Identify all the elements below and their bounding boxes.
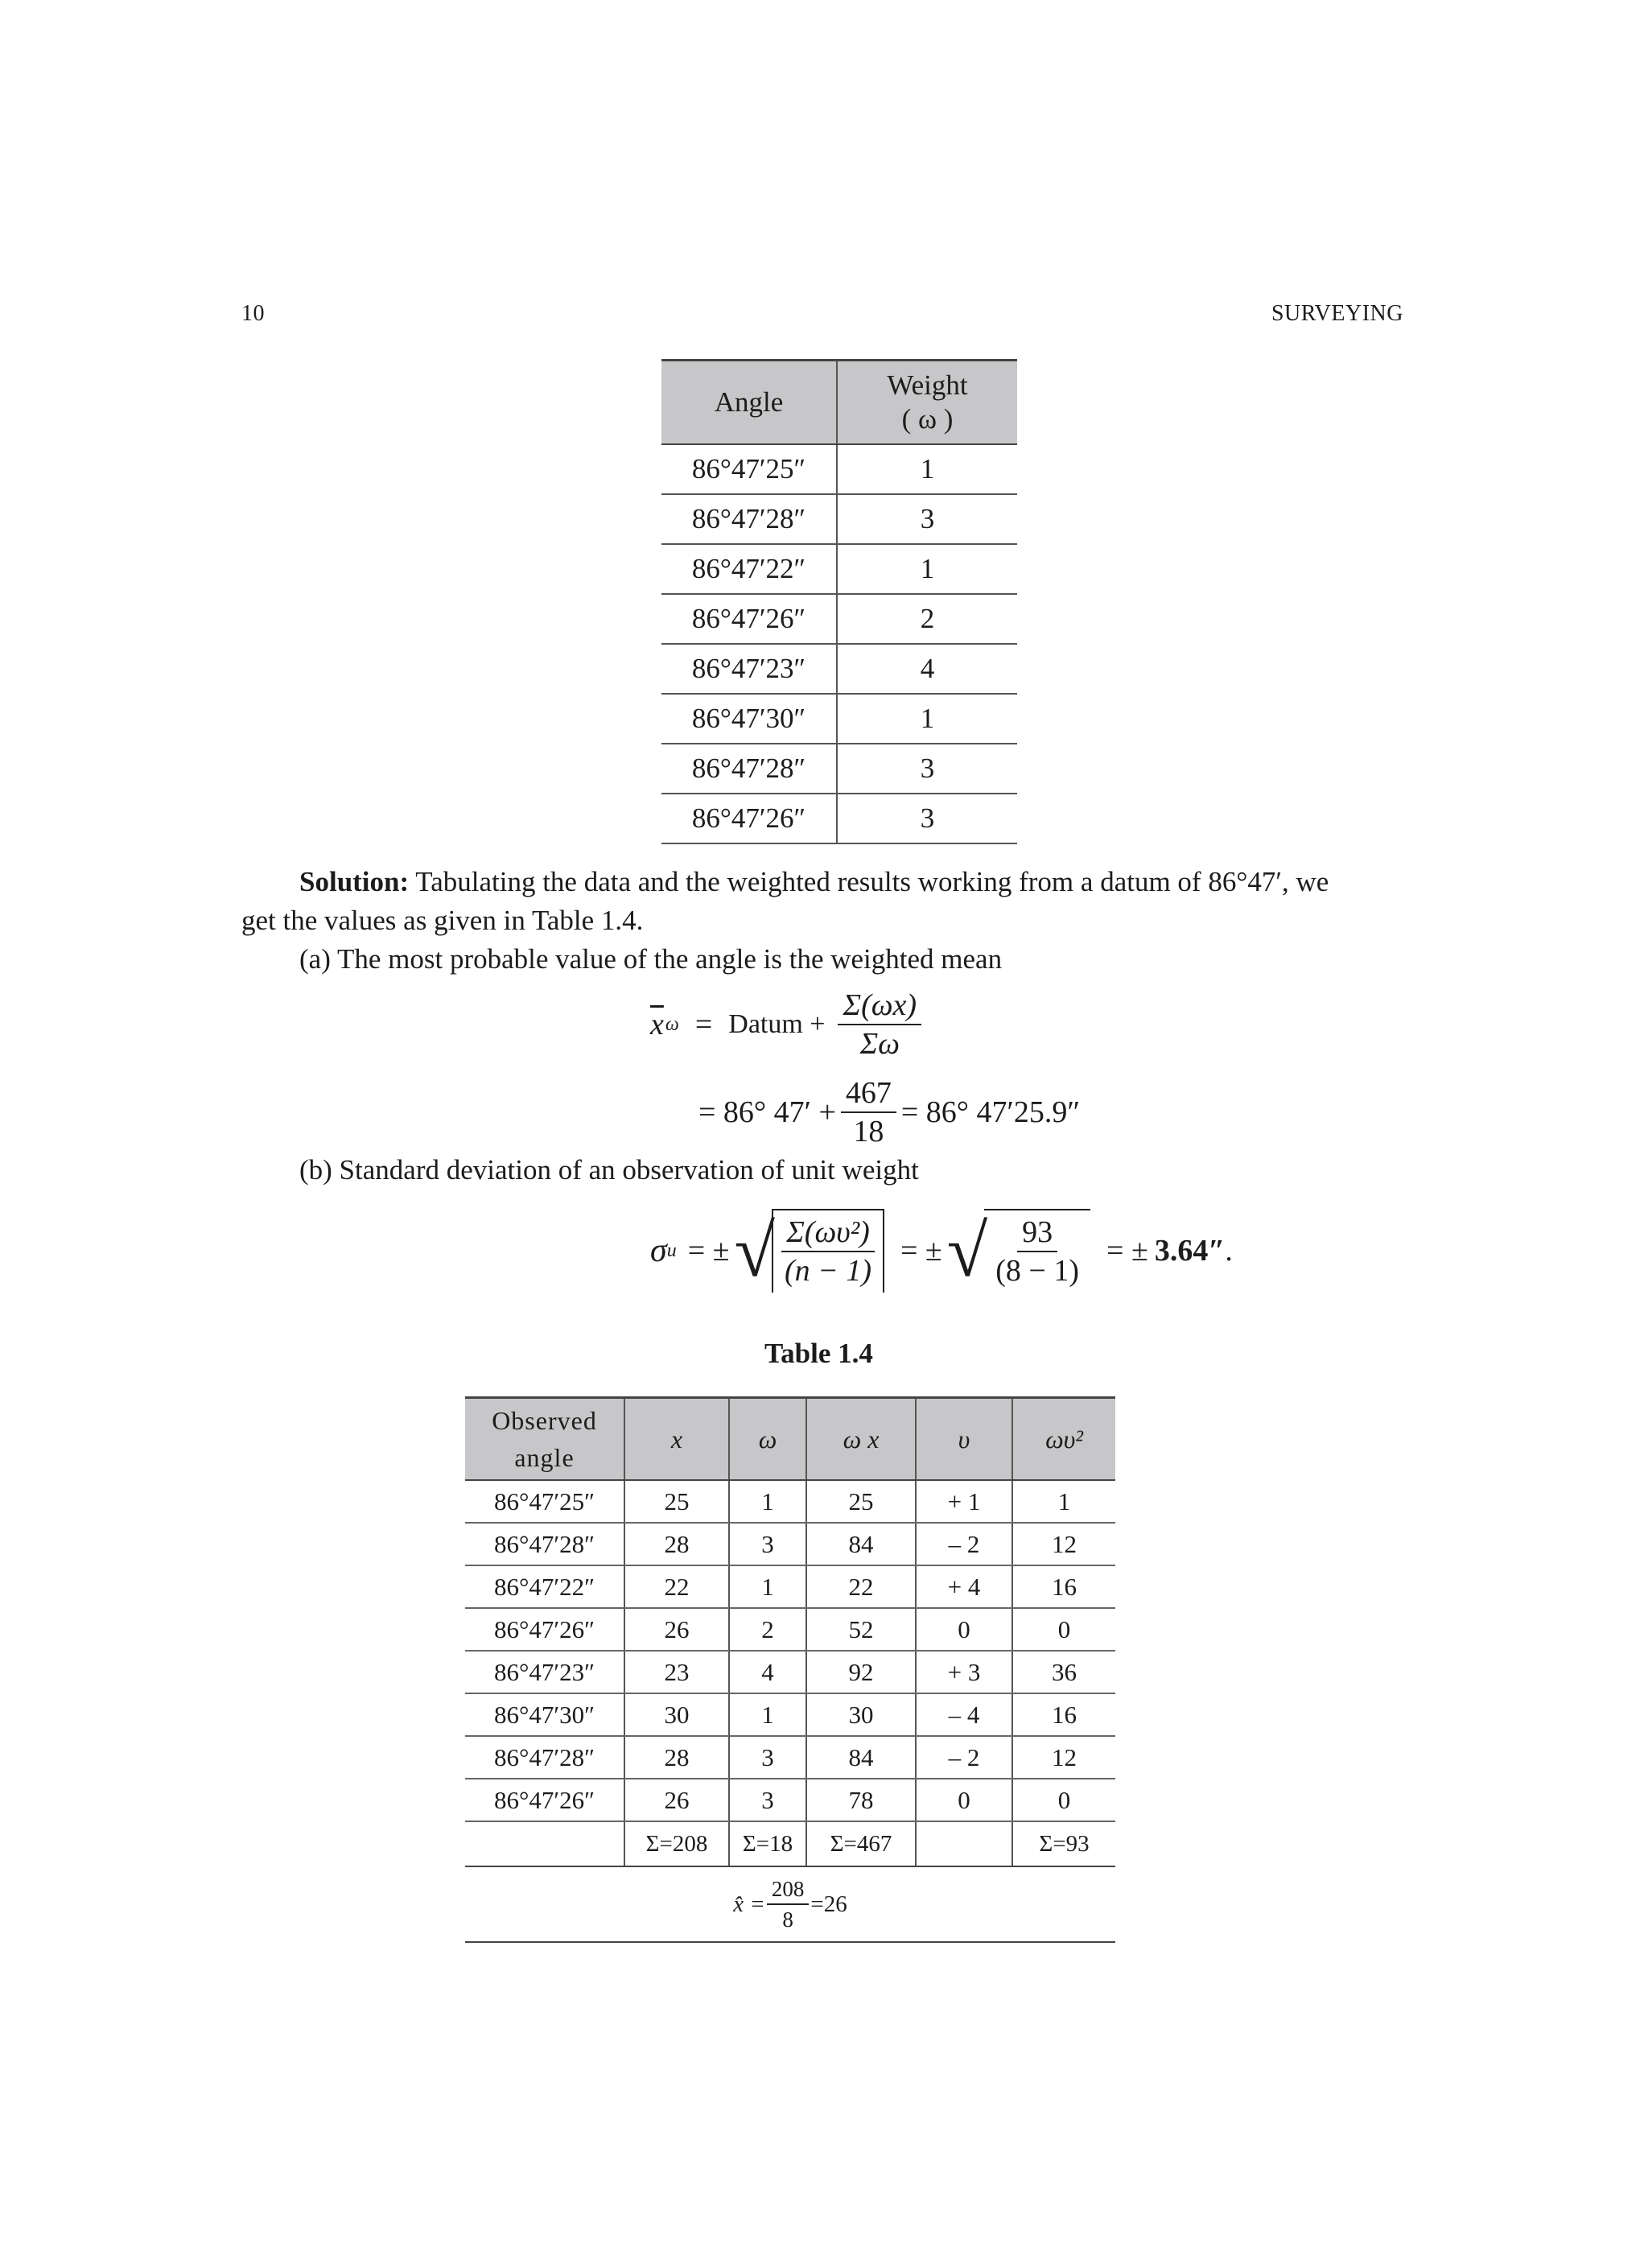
cell: 84 xyxy=(806,1736,916,1779)
cell: 12 xyxy=(1012,1523,1115,1565)
weight-cell: 1 xyxy=(837,444,1017,494)
cell: 52 xyxy=(806,1608,916,1651)
weight-cell: 1 xyxy=(837,544,1017,594)
equals-sign: = xyxy=(694,1008,713,1041)
sqrt-denominator-2: (8 − 1) xyxy=(995,1254,1080,1288)
result-start: = 86° 47′ + xyxy=(698,1095,836,1129)
cell: 0 xyxy=(916,1608,1012,1651)
cell: 86°47′22″ xyxy=(465,1565,624,1608)
header-angle: Angle xyxy=(661,361,837,445)
header-observed-angle: Observed angle xyxy=(465,1398,624,1481)
cell: 1 xyxy=(1012,1480,1115,1523)
cell: 30 xyxy=(624,1693,729,1736)
header-omega: ω xyxy=(729,1398,806,1481)
weighted-mean-equation xyxy=(650,987,926,1062)
table-row xyxy=(661,594,1017,644)
mean-row xyxy=(465,1866,1115,1942)
cell: 3 xyxy=(729,1779,806,1821)
solution-label: Solution: xyxy=(299,866,410,897)
cell: 1 xyxy=(729,1480,806,1523)
table-row xyxy=(661,794,1017,843)
table-row xyxy=(661,444,1017,494)
part-a-text: (a) The most probable value of the angle is the weighted mean xyxy=(299,943,1003,975)
sum-cell xyxy=(916,1821,1012,1866)
table-row xyxy=(661,694,1017,744)
angle-cell: 86°47′22″ xyxy=(661,544,837,594)
table-header-row xyxy=(661,361,1017,445)
table-row xyxy=(465,1693,1115,1736)
cell: 1 xyxy=(729,1693,806,1736)
cell: 84 xyxy=(806,1523,916,1565)
header-x: x xyxy=(624,1398,729,1481)
cell: – 2 xyxy=(916,1736,1012,1779)
cell: 86°47′26″ xyxy=(465,1608,624,1651)
mean-rhs: =26 xyxy=(810,1891,847,1917)
cell: 0 xyxy=(1012,1779,1115,1821)
weighted-observations-table xyxy=(465,1396,1115,1943)
header-omega-x: ω x xyxy=(806,1398,916,1481)
cell: 26 xyxy=(624,1608,729,1651)
mean-expression xyxy=(733,1874,847,1934)
result-denominator: 18 xyxy=(853,1115,884,1148)
table-row xyxy=(661,544,1017,594)
sigma-symbol: σ xyxy=(650,1232,667,1269)
table-row xyxy=(661,494,1017,544)
page-number: 10 xyxy=(241,301,265,326)
table-header-row xyxy=(465,1398,1115,1481)
cell: 86°47′26″ xyxy=(465,1779,624,1821)
std-deviation-equation xyxy=(650,1209,1233,1293)
weighted-mean-result xyxy=(698,1074,1080,1150)
cell: 0 xyxy=(1012,1608,1115,1651)
weight-cell: 4 xyxy=(837,644,1017,694)
cell: – 2 xyxy=(916,1523,1012,1565)
part-b-text: (b) Standard deviation of an observation of unit weight xyxy=(299,1154,919,1186)
angle-cell: 86°47′26″ xyxy=(661,594,837,644)
weighted-mean-subscript: ω xyxy=(665,1013,679,1035)
solution-line-1 xyxy=(241,863,1407,901)
cell: 86°47′30″ xyxy=(465,1693,624,1736)
cell: 22 xyxy=(624,1565,729,1608)
cell: 12 xyxy=(1012,1736,1115,1779)
cell: 0 xyxy=(916,1779,1012,1821)
table-row xyxy=(465,1565,1115,1608)
solution-text-1: Tabulating the data and the weighted results working from a datum of 86°47′, we xyxy=(409,866,1329,897)
sum-cell: Σ=93 xyxy=(1012,1821,1115,1866)
weight-cell: 3 xyxy=(837,744,1017,794)
result-numerator: 467 xyxy=(841,1074,896,1113)
sqrt-sign-1: √ xyxy=(734,1210,776,1292)
weight-cell: 3 xyxy=(837,494,1017,544)
cell: + 3 xyxy=(916,1651,1012,1693)
cell: 28 xyxy=(624,1523,729,1565)
angle-cell: 86°47′26″ xyxy=(661,794,837,843)
cell: 3 xyxy=(729,1523,806,1565)
mean-numerator: 208 xyxy=(767,1874,810,1905)
result-fraction xyxy=(841,1074,896,1150)
cell: 28 xyxy=(624,1736,729,1779)
sum-cell xyxy=(465,1821,624,1866)
sum-cell: Σ=208 xyxy=(624,1821,729,1866)
mean-denominator: 8 xyxy=(782,1907,793,1932)
plus-minus-1: = ± xyxy=(687,1234,730,1268)
header-omega-upsilon-squared: ωυ² xyxy=(1012,1398,1115,1481)
weighted-mean-symbol: $\overline{x}$ xyxy=(650,1008,664,1041)
table-row xyxy=(661,644,1017,694)
angle-weight-table xyxy=(661,359,1017,844)
cell: 22 xyxy=(806,1565,916,1608)
sigma-subscript: u xyxy=(666,1239,677,1261)
numeric-fraction xyxy=(984,1209,1090,1293)
weight-cell: 2 xyxy=(837,594,1017,644)
cell: + 4 xyxy=(916,1565,1012,1608)
cell: + 1 xyxy=(916,1480,1012,1523)
angle-cell: 86°47′23″ xyxy=(661,644,837,694)
cell: 3 xyxy=(729,1736,806,1779)
fraction-denominator: Σω xyxy=(859,1027,900,1061)
weight-cell: 3 xyxy=(837,794,1017,843)
angle-cell: 86°47′25″ xyxy=(661,444,837,494)
weighted-fraction xyxy=(838,987,921,1062)
angle-cell: 86°47′30″ xyxy=(661,694,837,744)
table-row xyxy=(465,1736,1115,1779)
mean-fraction xyxy=(767,1874,810,1934)
angle-cell: 86°47′28″ xyxy=(661,494,837,544)
cell: 16 xyxy=(1012,1693,1115,1736)
sum-cell: Σ=467 xyxy=(806,1821,916,1866)
result-period: . xyxy=(1225,1234,1233,1268)
solution-paragraph xyxy=(241,863,1407,940)
weight-cell: 1 xyxy=(837,694,1017,744)
cell: 86°47′25″ xyxy=(465,1480,624,1523)
table-row xyxy=(661,744,1017,794)
cell: 4 xyxy=(729,1651,806,1693)
sqrt-sign-2: √ xyxy=(946,1210,988,1292)
cell: 36 xyxy=(1012,1651,1115,1693)
table-row xyxy=(465,1651,1115,1693)
cell: 1 xyxy=(729,1565,806,1608)
sum-row xyxy=(465,1821,1115,1866)
solution-text-2: get the values as given in Table 1.4. xyxy=(241,905,644,936)
std-deviation-result: 3.64″ xyxy=(1154,1234,1226,1268)
plus-minus-2: = ± xyxy=(900,1234,942,1268)
cell: 86°47′28″ xyxy=(465,1523,624,1565)
cell: 23 xyxy=(624,1651,729,1693)
mean-cell xyxy=(465,1866,1115,1942)
cell: 86°47′23″ xyxy=(465,1651,624,1693)
bracketed-fraction xyxy=(772,1209,884,1293)
header-weight-label: Weight xyxy=(887,369,968,401)
cell: – 4 xyxy=(916,1693,1012,1736)
angle-cell: 86°47′28″ xyxy=(661,744,837,794)
cell: 2 xyxy=(729,1608,806,1651)
cell: 25 xyxy=(806,1480,916,1523)
table-row xyxy=(465,1779,1115,1821)
table-caption: Table 1.4 xyxy=(764,1338,873,1369)
cell: 30 xyxy=(806,1693,916,1736)
sum-cell: Σ=18 xyxy=(729,1821,806,1866)
table-row xyxy=(465,1523,1115,1565)
header-weight-symbol: ( ω ) xyxy=(901,403,954,435)
cell: 86°47′28″ xyxy=(465,1736,624,1779)
header-weight xyxy=(837,361,1017,445)
sqrt-numerator-1: Σ(ωυ²) xyxy=(781,1214,875,1252)
sqrt-denominator-1: (n − 1) xyxy=(785,1254,871,1288)
result-end: = 86° 47′25.9″ xyxy=(900,1095,1081,1129)
mean-lhs: x̂ = xyxy=(733,1891,765,1917)
running-title: SURVEYING xyxy=(1271,301,1403,326)
datum-term: Datum + xyxy=(728,1009,826,1039)
cell: 26 xyxy=(624,1779,729,1821)
cell: 25 xyxy=(624,1480,729,1523)
sqrt-numerator-2: 93 xyxy=(1017,1214,1057,1252)
header-upsilon: υ xyxy=(916,1398,1012,1481)
cell: 92 xyxy=(806,1651,916,1693)
table-row xyxy=(465,1480,1115,1523)
fraction-numerator: Σ(ωx) xyxy=(838,987,921,1025)
plus-minus-3: = ± xyxy=(1106,1234,1148,1268)
table-row xyxy=(465,1608,1115,1651)
cell: 16 xyxy=(1012,1565,1115,1608)
cell: 78 xyxy=(806,1779,916,1821)
